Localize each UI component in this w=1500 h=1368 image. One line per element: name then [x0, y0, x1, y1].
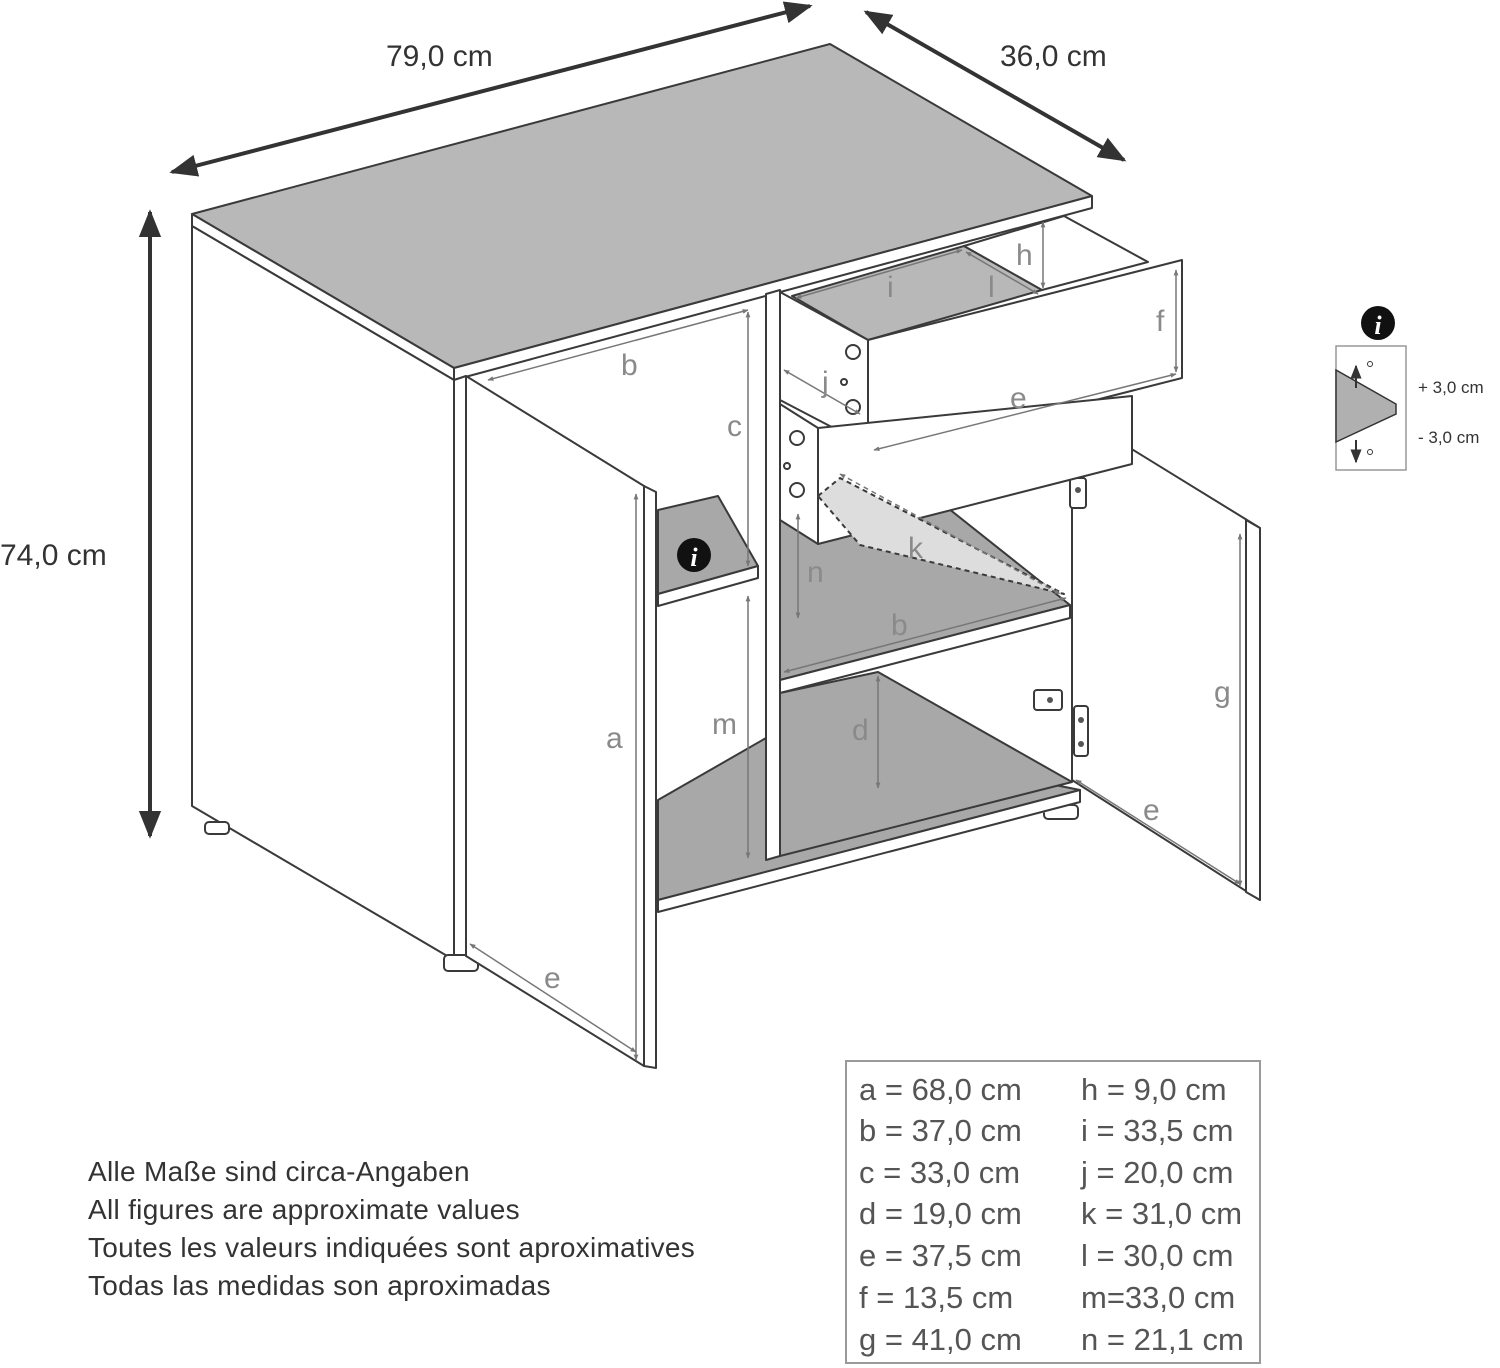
cabinet-body [192, 44, 1260, 1068]
shelf-adjust-up-text: + 3,0 cm [1418, 378, 1484, 397]
label-d: d [852, 714, 869, 747]
foot-back-left [205, 822, 229, 834]
legend-e: e = 37,5 cm [859, 1238, 1022, 1273]
label-i: i [887, 271, 894, 304]
width-label: 79,0 cm [386, 40, 493, 73]
label-a: a [606, 722, 623, 755]
legend-c: c = 33,0 cm [859, 1155, 1021, 1190]
left-side-front-edge [454, 376, 466, 960]
legend-a: a = 68,0 cm [859, 1072, 1022, 1107]
note-english: All figures are approximate values [88, 1194, 520, 1225]
svg-text:i: i [1374, 311, 1382, 340]
shelf-adjust-down-text: - 3,0 cm [1418, 428, 1480, 447]
legend-f: f = 13,5 cm [859, 1280, 1014, 1315]
info-icon-inset [1361, 306, 1395, 340]
label-f: f [1156, 305, 1165, 338]
legend-g: g = 41,0 cm [859, 1322, 1022, 1357]
legend-k: k = 31,0 cm [1081, 1196, 1243, 1231]
label-n: n [807, 556, 824, 589]
legend-i: i = 33,5 cm [1081, 1113, 1234, 1148]
shelf-adjustment-inset [1336, 306, 1406, 470]
approximate-values-notes [88, 1153, 695, 1305]
dimension-legend-table [845, 1060, 1261, 1364]
label-b-right: b [891, 609, 908, 642]
label-h: h [1016, 239, 1033, 272]
label-e-right-door: e [1143, 794, 1160, 827]
label-m: m [712, 708, 737, 741]
note-spanish: Todas las medidas son aproximadas [88, 1270, 551, 1301]
label-c: c [727, 410, 742, 443]
label-e-left-door: e [544, 962, 561, 995]
legend-m: m=33,0 cm [1081, 1280, 1236, 1315]
lower-drawer-side [780, 404, 818, 544]
label-b-left: b [621, 349, 638, 382]
depth-label: 36,0 cm [1000, 40, 1107, 73]
label-l: l [988, 271, 995, 304]
legend-h: h = 9,0 cm [1081, 1072, 1227, 1107]
label-g: g [1214, 676, 1231, 709]
legend-d: d = 19,0 cm [859, 1196, 1022, 1231]
legend-n: n = 21,1 cm [1081, 1322, 1244, 1357]
hinge-upper-icon [1070, 478, 1086, 508]
note-german: Alle Maße sind circa-Angaben [88, 1156, 470, 1187]
note-french: Toutes les valeurs indiquées sont aproximatives [88, 1232, 696, 1263]
right-door-edge [1246, 520, 1260, 900]
height-label: 74,0 cm [0, 539, 107, 572]
label-e-drawer: e [1010, 382, 1027, 415]
legend-j: j = 20,0 cm [1081, 1155, 1234, 1190]
left-door-edge [644, 486, 656, 1068]
legend-l: l = 30,0 cm [1081, 1238, 1234, 1273]
center-divider [766, 290, 780, 860]
info-icon-shelf [677, 538, 711, 572]
right-door [1072, 448, 1260, 900]
label-j: j [822, 366, 829, 399]
legend-b: b = 37,0 cm [859, 1113, 1022, 1148]
label-k: k [908, 532, 923, 565]
svg-text:i: i [690, 543, 698, 572]
